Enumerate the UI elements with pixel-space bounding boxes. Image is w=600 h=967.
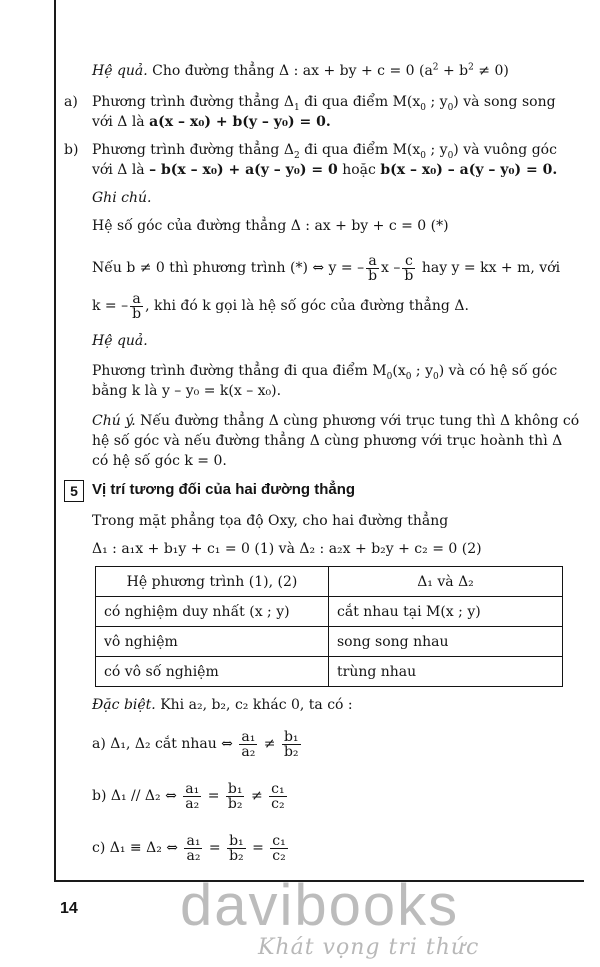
table-cell: có vô số nghiệm: [96, 657, 329, 687]
special-case-b: b) Δ₁ // Δ₂ ⇔ $\frac{\text{a₁}}{\text{a₂}}$ = $\frac{\text{b₁}}{\text{b₂}}$ ≠ $\frac{\text{c₁}}{\text{c₂}}$: [92, 780, 285, 812]
table-cell: song song nhau: [329, 627, 563, 657]
item-b-line2: với Δ là – b(x – x₀) + a(y – y₀) = 0 hoặc b(x – x₀) – a(y – y₀) = 0.: [92, 162, 558, 178]
table-header-cell: Hệ phương trình (1), (2): [96, 567, 329, 597]
corollary2-line2: bằng k là y – y₀ = k(x – x₀).: [92, 383, 282, 399]
watermark-logo: davibooks: [180, 873, 460, 938]
note-line2: Nếu b ≠ 0 thì phương trình (*) ⇔ y = – $\frac{a}{b}$ x – $\frac{c}{b}$ hay y = kx + m, với: [92, 252, 561, 284]
remark-line3: có hệ số góc k = 0.: [92, 453, 227, 469]
remark-line1: Chú ý. Nếu đường thẳng Δ cùng phương với trục tung thì Δ không có: [92, 413, 580, 429]
item-b-equation-2: b(x – x₀) – a(y – y₀) = 0.: [380, 162, 558, 178]
item-b-equation-1: – b(x – x₀) + a(y – y₀) = 0: [149, 162, 338, 178]
section-number-box: 5: [64, 480, 84, 502]
table-cell: cắt nhau tại M(x ; y): [329, 597, 563, 627]
table-row: [96, 627, 563, 657]
fraction-c-over-b: $\frac{c}{b}$: [404, 252, 414, 284]
relative-position-table: [95, 566, 563, 687]
item-a-marker: a): [64, 94, 78, 110]
table-cell: vô nghiệm: [96, 627, 329, 657]
table-cell: trùng nhau: [329, 657, 563, 687]
table-row: [96, 597, 563, 627]
table-cell: có nghiệm duy nhất (x ; y): [96, 597, 329, 627]
remark-label: Chú ý.: [92, 413, 136, 429]
note-line3: k = – $\frac{a}{b}$ , khi đó k gọi là hệ số góc của đường thẳng Δ.: [92, 290, 469, 322]
item-b-marker: b): [64, 142, 79, 158]
corollary1-line: Hệ quả. Cho đường thẳng Δ : ax + by + c = 0 $(a^2 + b^2 \ne 0)$: [92, 62, 509, 79]
left-border-rule: [54, 0, 56, 880]
page-number: 14: [60, 900, 78, 917]
special-line: Đặc biệt. Khi a₂, b₂, c₂ khác 0, ta có :: [92, 697, 353, 713]
section-title: Vị trí tương đối của hai đường thẳng: [92, 481, 356, 498]
note-label: Ghi chú.: [92, 190, 152, 206]
fraction-a-over-b: $\frac{a}{b}$: [368, 252, 378, 284]
section-intro: Trong mặt phẳng tọa độ Oxy, cho hai đường thẳng: [92, 513, 449, 529]
watermark-tagline: Khát vọng tri thức: [258, 935, 480, 960]
corollary2-label: Hệ quả.: [92, 333, 148, 349]
corollary2-line1: Phương trình đường thẳng đi qua điểm $M_0(x_0$ ; $y_0$) và có hệ số góc: [92, 363, 558, 382]
special-label: Đặc biệt.: [92, 697, 156, 713]
corollary1-label: Hệ quả.: [92, 63, 148, 79]
remark-line2: hệ số góc và nếu đường thẳng Δ cùng phương với trục hoành thì Δ: [92, 433, 563, 449]
fraction-k: $\frac{a}{b}$: [132, 290, 142, 322]
special-case-c: c) Δ₁ ≡ Δ₂ ⇔ $\frac{\text{a₁}}{\text{a₂}}$ = $\frac{\text{b₁}}{\text{b₂}}$ = $\frac{\text{c₁}}{\text{c₂}}$: [92, 832, 286, 864]
item-a-line1: Phương trình đường thẳng $\Delta_1$ đi qua điểm $M(x_0$ ; $y_0$) và song song: [92, 94, 556, 113]
table-row: [96, 657, 563, 687]
item-b-line1: Phương trình đường thẳng $\Delta_2$ đi qua điểm $M(x_0$ ; $y_0$) và vuông góc: [92, 142, 557, 161]
table-header-cell: Δ₁ và Δ₂: [329, 567, 563, 597]
note-line1: Hệ số góc của đường thẳng Δ : ax + by + c = 0 (*): [92, 218, 449, 234]
item-a-equation: a(x – x₀) + b(y – y₀) = 0.: [149, 114, 331, 130]
item-a-line2: với Δ là a(x – x₀) + b(y – y₀) = 0.: [92, 114, 331, 130]
table-header-row: [96, 567, 563, 597]
special-case-a: a) Δ₁, Δ₂ cắt nhau ⇔ $\frac{\text{a₁}}{\text{a₂}}$ ≠ $\frac{\text{b₁}}{\text{b₂}}$: [92, 728, 299, 760]
section-lines-equations: Δ₁ : a₁x + b₁y + c₁ = 0 (1) và Δ₂ : a₂x + b₂y + c₂ = 0 (2): [92, 541, 482, 557]
